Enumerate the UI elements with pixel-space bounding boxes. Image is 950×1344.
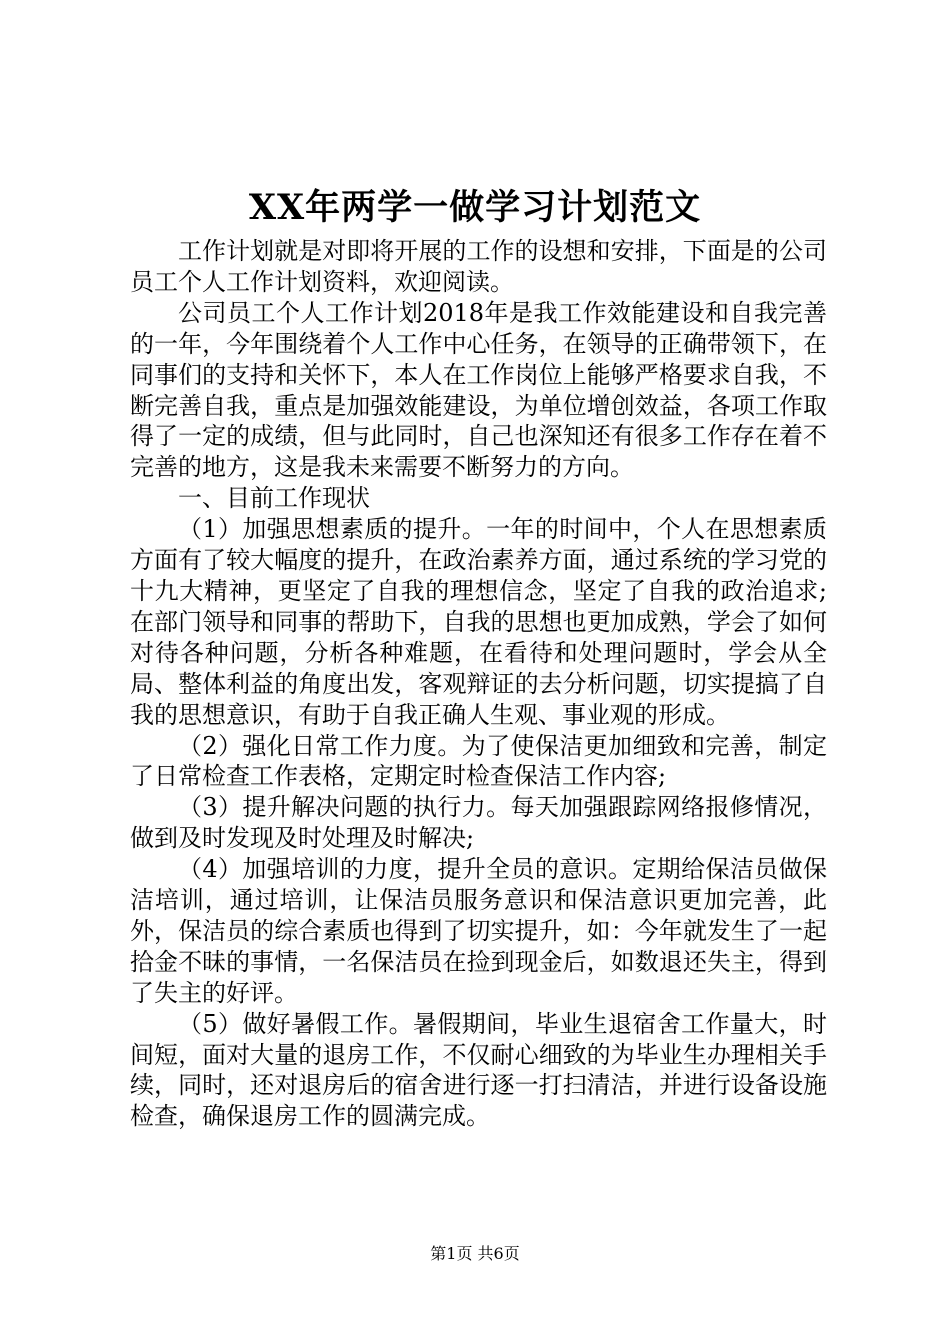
paragraph-item-4: （4）加强培训的力度，提升全员的意识。定期给保洁员做保洁培训，通过培训，让保洁员服务意识和保洁意识更加完善，此外，保洁员的综合素质也得到了切实提升，如：今年就发生了一起拾金不昧的事情，一名保洁员在捡到现金后，如数退还失主，得到了失主的好评。: [130, 855, 827, 1007]
paragraph-item-5: （5）做好暑假工作。暑假期间，毕业生退宿舍工作量大，时间短，面对大量的退房工作，不仅耐心细致的为毕业生办理相关手续，同时，还对退房后的宿舍进行逐一打扫清洁，并进行设备设施检查，确保退房工作的圆满完成。: [130, 1009, 827, 1131]
section-heading: 一、目前工作现状: [178, 484, 370, 513]
document-body: [130, 236, 827, 1132]
document-title: XX年两学一做学习计划范文: [248, 187, 702, 228]
paragraph-item-3: （3）提升解决问题的执行力。每天加强跟踪网络报修情况，做到及时发现及时处理及时解决;: [130, 793, 827, 853]
paragraph-intro: 工作计划就是对即将开展的工作的设想和安排，下面是的公司员工个人工作计划资料，欢迎阅读。: [130, 237, 827, 296]
paragraph-item-1: （1）加强思想素质的提升。一年的时间中，个人在思想素质方面有了较大幅度的提升，在政治素养方面，通过系统的学习党的十九大精神，更坚定了自我的理想信念，坚定了自我的政治追求;在部门领导和同事的帮助下，自我的思想也更加成熟，学会了如何对待各种问题，分析各种难题，在看待和处理问题时，学会从全局、整体利益的角度出发，客观辩证的去分析问题，切实提搞了自我的思想意识，有助于自我正确人生观、事业观的形成。: [130, 515, 827, 729]
page-footer: 第1页 共6页: [430, 1244, 520, 1263]
paragraph-overview: 公司员工个人工作计划2018年是我工作效能建设和自我完善的一年，今年围绕着个人工作中心任务，在领导的正确带领下，在同事们的支持和关怀下，本人在工作岗位上能够严格要求自我，不断完善自我，重点是加强效能建设，为单位增创效益，各项工作取得了一定的成绩，但与此同时，自己也深知还有很多工作存在着不完善的地方，这是我未来需要不断努力的方向。: [130, 298, 827, 482]
paragraph-item-2: （2）强化日常工作力度。为了使保洁更加细致和完善，制定了日常检查工作表格，定期定时检查保洁工作内容;: [130, 731, 827, 791]
